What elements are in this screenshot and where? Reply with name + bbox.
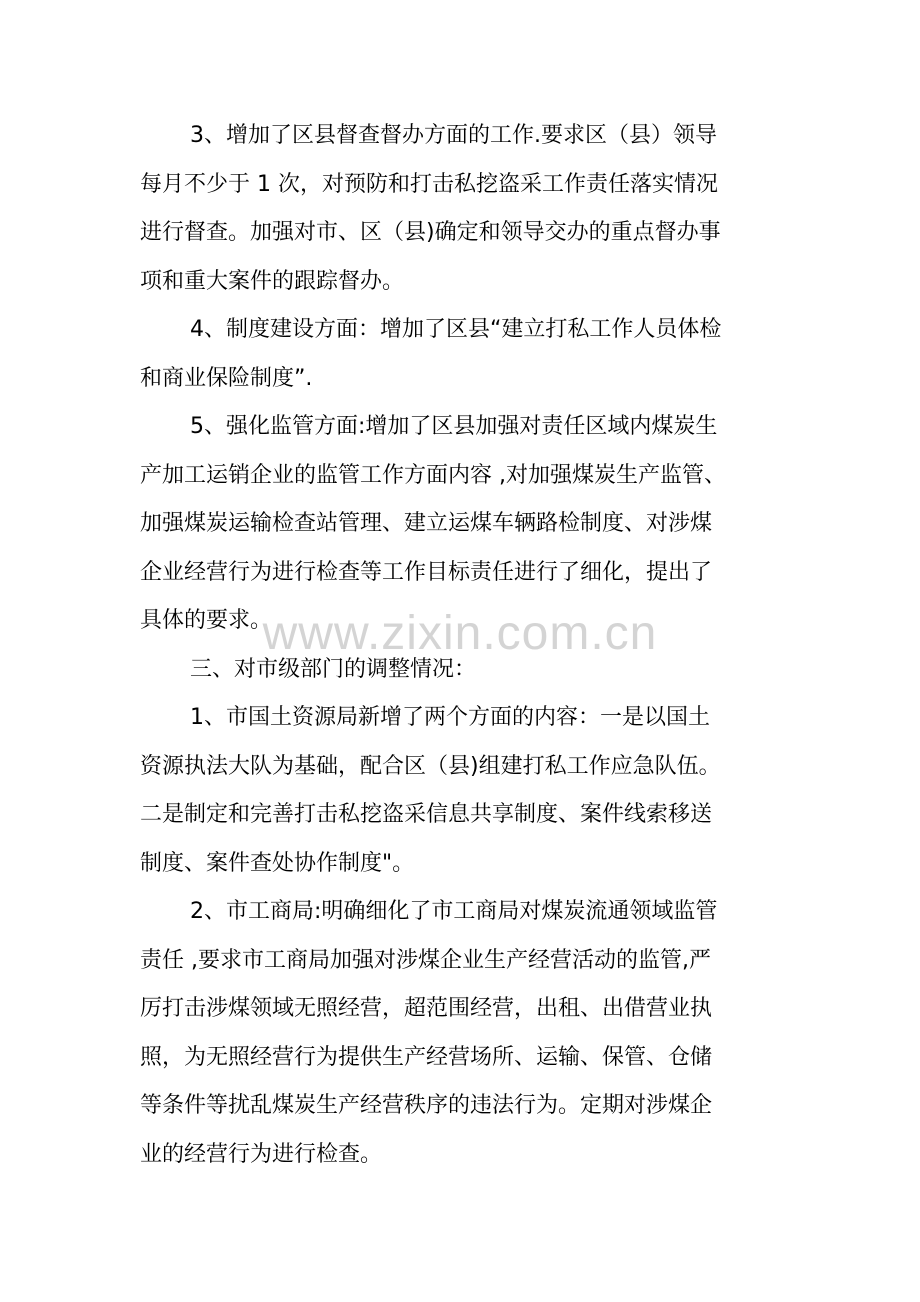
text-line: 产加工运销企业的监管工作方面内容 ,对加强煤炭生产监管、 xyxy=(140,462,726,488)
text-line: 资源执法大队为基础，配合区（县)组建打私工作应急队伍。 xyxy=(140,753,721,779)
text-line: 加强煤炭运输检查站管理、建立运煤车辆路检制度、对涉煤 xyxy=(140,511,713,536)
text-line: 责任 ,要求市工商局加强对涉煤企业生产经营活动的监管,严 xyxy=(140,947,711,973)
text-line: 制度、案件查处协作制度"。 xyxy=(140,850,415,876)
text-line: 进行督查。加强对市、区（县)确定和领导交办的重点督办事 xyxy=(140,220,721,245)
text-line: 业的经营行为进行检查。 xyxy=(140,1141,383,1167)
text-line: 厉打击涉煤领域无照经营，超范围经营，出租、出借营业执 xyxy=(140,996,713,1021)
text-line: 二是制定和完善打击私挖盗采信息共享制度、案件线索移送 xyxy=(140,802,713,827)
text-line: 2、市工商局:明确细化了市工商局对煤炭流通领域监管 xyxy=(190,899,718,924)
text-line: 企业经营行为进行检查等工作目标责任进行了细化，提出了 xyxy=(140,559,713,585)
text-line: 照，为无照经营行为提供生产经营场所、运输、保管、仓储 xyxy=(140,1044,713,1070)
watermark: www.zixin.com.cn xyxy=(262,607,658,660)
text-line: 和商业保险制度”. xyxy=(140,365,313,391)
text-line: 4、制度建设方面：增加了区县“建立打私工作人员体检 xyxy=(190,317,722,342)
text-line: 等条件等扰乱煤炭生产经营秩序的违法行为。定期对涉煤企 xyxy=(140,1093,713,1118)
section-heading: 三、对市级部门的调整情况： xyxy=(190,656,477,682)
document-body xyxy=(140,112,780,1179)
text-line: 每月不少于 1 次，对预防和打击私挖盗采工作责任落实情况 xyxy=(140,171,718,197)
text-line: 项和重大案件的跟踪督办。 xyxy=(140,268,405,294)
text-line: 1、市国土资源局新增了两个方面的内容：一是以国土 xyxy=(190,705,710,730)
text-line: 3、增加了区县督查督办方面的工作.要求区（县）领导 xyxy=(190,123,717,148)
text-line: 具体的要求。 xyxy=(140,608,273,633)
text-line: 5、强化监管方面:增加了区县加强对责任区域内煤炭生 xyxy=(190,414,718,439)
